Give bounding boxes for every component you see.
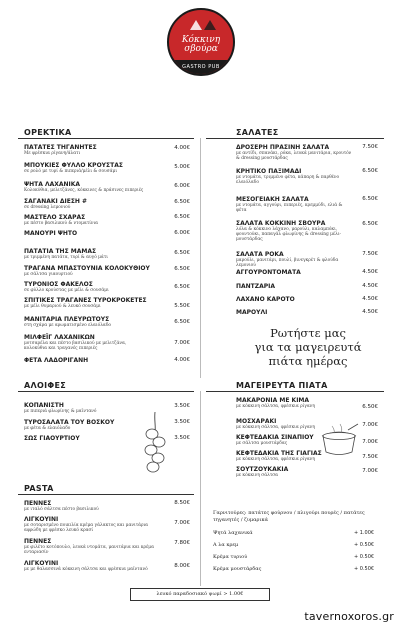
item-name: ΛΙΓΚΟΥΙΝΙ [24, 516, 59, 523]
item-price: 6.50€ [174, 284, 190, 290]
item-name: ΠΕΝΝΕΣ [24, 500, 52, 507]
item-price: 6.50€ [362, 168, 378, 174]
bread-box: λευκό παραδοσιακό ψωμί > 1.00€ [130, 588, 270, 601]
section-rule [206, 138, 384, 139]
daily-dishes-note [238, 326, 378, 368]
item-price: 7.50€ [362, 251, 378, 257]
side-name: Κρέμα τυριού [213, 554, 248, 560]
item-price: 7.80€ [174, 540, 190, 546]
item-name: ΠΑΤΑΤΕΣ ΤΗΓΑΝΗΤΕΣ [24, 144, 97, 151]
item-price: 6.50€ [174, 214, 190, 220]
item-desc: με ντομάτα, αγγούρι, πιπεριές, κρεμμύδι, ελιά & φέτα [236, 203, 343, 213]
side-name: Κρέμα μουστάρδας [213, 566, 262, 572]
item-desc: σε φύλλο κρούστας με μέλι & σουσάμι [24, 288, 109, 293]
item-name: ΣΑΛΑΤΑ ΚΟΚΚΙΝΗ ΣΒΟΥΡΑ [236, 220, 326, 227]
item-price: 4.00€ [174, 145, 190, 151]
item-price: 4.50€ [362, 309, 378, 315]
item-desc: σε dressing λεμονιού [24, 205, 71, 210]
section-rule [206, 391, 384, 392]
item-desc: με φιλέτο κοτόπουλο, λευκά ντομάτα, μανιτάρια και κρέμα ενταριασίν [24, 545, 154, 555]
item-desc: σε ρολό με τυρί & πιπεριά/μέλι & σουσάμι [24, 169, 118, 174]
item-price: 6.50€ [362, 196, 378, 202]
item-name: ΣΑΓΑΝΑΚΙ ΔΙΕΣΗ # [24, 198, 88, 205]
item-desc: με κόκκινη σάλτσα, φρέσκια ρίγανη [236, 404, 315, 409]
item-name: ΑΓΓΟΥΡΟΝΤΟΜΑΤΑ [236, 269, 301, 276]
garlic-braid-icon [140, 410, 170, 474]
item-desc: λόλα & κόκκινο λάχανο, μαρούλι, καλαμπόκι, φουντούκι, παπαγάλ φλωρίνης & dressing μέλι-μουστάρδας [236, 227, 341, 242]
section-title-orektika: ΟΡΕΚΤΙΚΑ [24, 128, 72, 137]
item-desc: με με θαλασσινά κόκκινη σάλτσα και φρέσκια μαϊντανό [24, 567, 148, 572]
item-name: ΠΑΝΤΖΑΡΙΑ [236, 283, 276, 290]
daily-dishes-line2: για τα μαγειρευτά [254, 340, 362, 354]
item-name: ΣΟΥΤΖΟΥΚΑΚΙΑ [236, 466, 289, 473]
item-desc: με αντίδι, σπανάκι, ρόκα, λευκά μανιτάρια, κρουτόν & dressing μουστάρδας [236, 151, 352, 161]
section-title-salates: ΣΑΛΑΤΕΣ [236, 128, 279, 137]
item-name: ΚΕΦΤΕΔΑΚΙΑ ΣΙΝΑΠΙΟΥ [236, 434, 314, 441]
item-price: 7.00€ [362, 468, 378, 474]
item-price: 6.50€ [362, 404, 378, 410]
item-price: 7.00€ [174, 520, 190, 526]
item-price: 5.50€ [174, 303, 190, 309]
item-price: 7.00€ [362, 422, 378, 428]
item-price: 5.00€ [174, 164, 190, 170]
item-price: 3.50€ [174, 435, 190, 441]
site-watermark: tavernoxoros.gr [304, 610, 394, 623]
spinning-tops-icon [187, 18, 219, 32]
side-name: Ψητά λαχανικά [213, 530, 253, 536]
logo-line1: Κόκκινη [181, 35, 221, 45]
item-desc: με τριμμένη πατάτα, τυρί & αυγό μάτι [24, 255, 108, 260]
daily-dishes-line3: πιάτα ημέρας [268, 354, 348, 368]
item-price: 7.00€ [174, 340, 190, 346]
item-name: ΜΑΝΙΤΑΡΙΑ ΠΛΕΥΡΩΤΟΥΣ [24, 316, 110, 323]
item-desc: με κόκκινη σάλτσα, φρέσκια ρίγανη [236, 425, 315, 430]
item-price: 3.50€ [174, 403, 190, 409]
item-name: ΜΟΣΧΑΡΑΚΙ [236, 418, 277, 425]
item-price: 6.00€ [174, 230, 190, 236]
item-name: ΜΑΚΑΡΟΝΙΑ ΜΕ ΚΙΜΑ [236, 397, 310, 404]
item-price: 4.50€ [362, 283, 378, 289]
item-name: ΚΡΗΤΙΚΟ ΠΑΞΙΜΑΔΙ [236, 168, 302, 175]
item-desc: με κόκκινη σάλτσα, φρέσκια ρίγανη [236, 457, 315, 462]
section-title-pasta: PASTA [24, 484, 54, 493]
item-name: ΣΠΙΤΙΚΕΣ ΤΡΑΓΑΝΕΣ ΤΥΡΟΚΡΟΚΕΤΕΣ [24, 297, 147, 304]
item-desc: με σοταρισμένο ποικιλία κρέμα γάλακτος και μανιτάρια αφρώδη με φρέσκο λευκό κρασί [24, 523, 149, 533]
item-price: 6.50€ [174, 250, 190, 256]
item-name: ΛΙΓΚΟΥΙΝΙ [24, 560, 59, 567]
item-name: ΜΑΝΟΥΡΙ ΨΗΤΟ [24, 230, 78, 237]
item-price: 6.50€ [174, 319, 190, 325]
daily-dishes-line1: Ρωτήστε μας [270, 326, 346, 340]
item-desc: με μέλι θυμαριού & λευκό σουσάμι [24, 304, 101, 309]
section-rule [18, 391, 194, 392]
item-desc: με σάλτσα γιαουρτιού [24, 272, 73, 277]
section-rule [18, 494, 194, 495]
item-desc: με φέτα & ελαιόλαδο [24, 426, 71, 431]
item-desc: Κολοκύθια, μελιτζάνες, κόκκινες & πράσινες πιπεριές [24, 188, 144, 193]
item-price: 4.50€ [362, 296, 378, 302]
item-price: 8.50€ [174, 500, 190, 506]
section-title-mageireyta: ΜΑΓΕΙΡΕΥΤΑ ΠΙΑΤΑ [236, 381, 328, 390]
item-name: ΚΕΦΤΕΔΑΚΙΑ ΤΗΣ ΓΙΑΓΙΑΣ [236, 450, 322, 457]
item-desc: με σάλτσα μουστάρδας [236, 441, 288, 446]
item-price: 7.00€ [362, 439, 378, 445]
item-name: ΨΗΤΑ ΛΑΧΑΝΙΚΑ [24, 181, 81, 188]
restaurant-logo [167, 8, 235, 76]
section-rule [18, 138, 194, 139]
garnitures-note: Γαρνιτούρες: πατάτες φούρνου / πλιγούρι πουρές / πατάτες τηγανητές / ζυμαρικά [213, 510, 365, 523]
side-price: + 0.50€ [354, 566, 375, 572]
side-price: + 1.00€ [354, 530, 375, 536]
item-price: 4.50€ [362, 269, 378, 275]
item-price: 6.00€ [174, 183, 190, 189]
side-price: + 0.50€ [354, 554, 375, 560]
item-name: ΔΡΟΣΕΡΗ ΠΡΑΣΙΝΗ ΣΑΛΑΤΑ [236, 144, 330, 151]
item-name: ΣΩΣ ΓΙΑΟΥΡΤΙΟΥ [24, 435, 80, 442]
item-price: 4.00€ [174, 357, 190, 363]
item-name: ΤΥΡΟΣΑΛΑΤΑ ΤΟΥ ΒΟΣΚΟΥ [24, 419, 115, 426]
item-name: ΚΟΠΑΝΙΣΤΗ [24, 402, 64, 409]
cooking-pot-icon [318, 422, 360, 458]
item-price: 6.50€ [362, 221, 378, 227]
item-desc: με κόκκινη σάλτσα [236, 473, 279, 478]
item-name: ΠΕΝΝΕΣ [24, 538, 52, 545]
item-price: 6.50€ [174, 266, 190, 272]
item-name: ΠΑΤΑΤΙΑ ΤΗΣ ΜΑΜΑΣ [24, 248, 97, 255]
item-desc: μαρούλι, μανιτάρι, πουλί, βινεγκρέτ & φλούδα λεμονιού [236, 258, 339, 268]
item-name: ΜΕΣΟΓΕΙΑΚΗ ΣΑΛΑΤΑ [236, 196, 309, 203]
item-desc: με πιπεριά φλωρίνης & μαϊντανό [24, 409, 97, 414]
item-price: 3.50€ [174, 419, 190, 425]
logo-subtitle: GASTRO PUB [182, 64, 220, 70]
item-desc: Με φρέσκια ρίγανη/άλατι [24, 151, 81, 156]
item-desc: με ντομάτα, τριμμένο φέτα, κάπαρη & παρθένο ελαιόλαδο [236, 175, 340, 185]
item-name: ΜΑΡΟΥΛΙ [236, 309, 268, 316]
section-title-aloifes: ΑΛΟΙΦΕΣ [24, 381, 66, 390]
item-name: ΤΡΑΓΑΝΑ ΜΠΑΣΤΟΥΝΙΑ ΚΟΛΟΚΥΘΙΟΥ [24, 265, 150, 272]
column-divider [200, 138, 201, 378]
item-desc: με πέστο βασιλικού & ντοματίνια [24, 221, 99, 226]
item-name: ΤΥΡΟΝΙΟΣ ΦΑΚΕΛΟΣ [24, 281, 93, 288]
item-name: ΜΠΟΥΚΙΕΣ ΦΥΛΛΟ ΚΡΟΥΣΤΑΣ [24, 162, 123, 169]
column-divider [200, 391, 201, 586]
item-name: ΣΑΛΑΤΑ ΡΟΚΑ [236, 251, 284, 258]
item-price: 6.50€ [174, 199, 190, 205]
item-desc: μοτσαρέλα και πέστο βασιλικού με μελιτζάνα, κολοκύθια και τραγανές πιπεριές [24, 341, 127, 351]
side-name: Α λα κρεμ [213, 542, 239, 548]
item-price: 7.50€ [362, 454, 378, 460]
item-name: ΜΑΣΤΕΛΟ ΣΧΑΡΑΣ [24, 214, 86, 221]
side-price: + 0.50€ [354, 542, 375, 548]
item-desc: με ιταλό σάλτσα πέστο βασιλικού [24, 507, 99, 512]
logo-line2: σβούρα [184, 44, 218, 54]
item-desc: στη σχάρα με αρωματισμένο ελαιόλαδο [24, 323, 111, 328]
item-name: ΜΙΛΦΕΪΓ ΛΑΧΑΝΙΚΩΝ [24, 334, 95, 341]
item-price: 7.50€ [362, 144, 378, 150]
item-name: ΦΕΤΑ ΛΑΔΟΡΙΓΑΝΗ [24, 357, 89, 364]
item-name: ΛΑΧΑΝΟ ΚΑΡΟΤΟ [236, 296, 295, 303]
item-price: 8.00€ [174, 563, 190, 569]
